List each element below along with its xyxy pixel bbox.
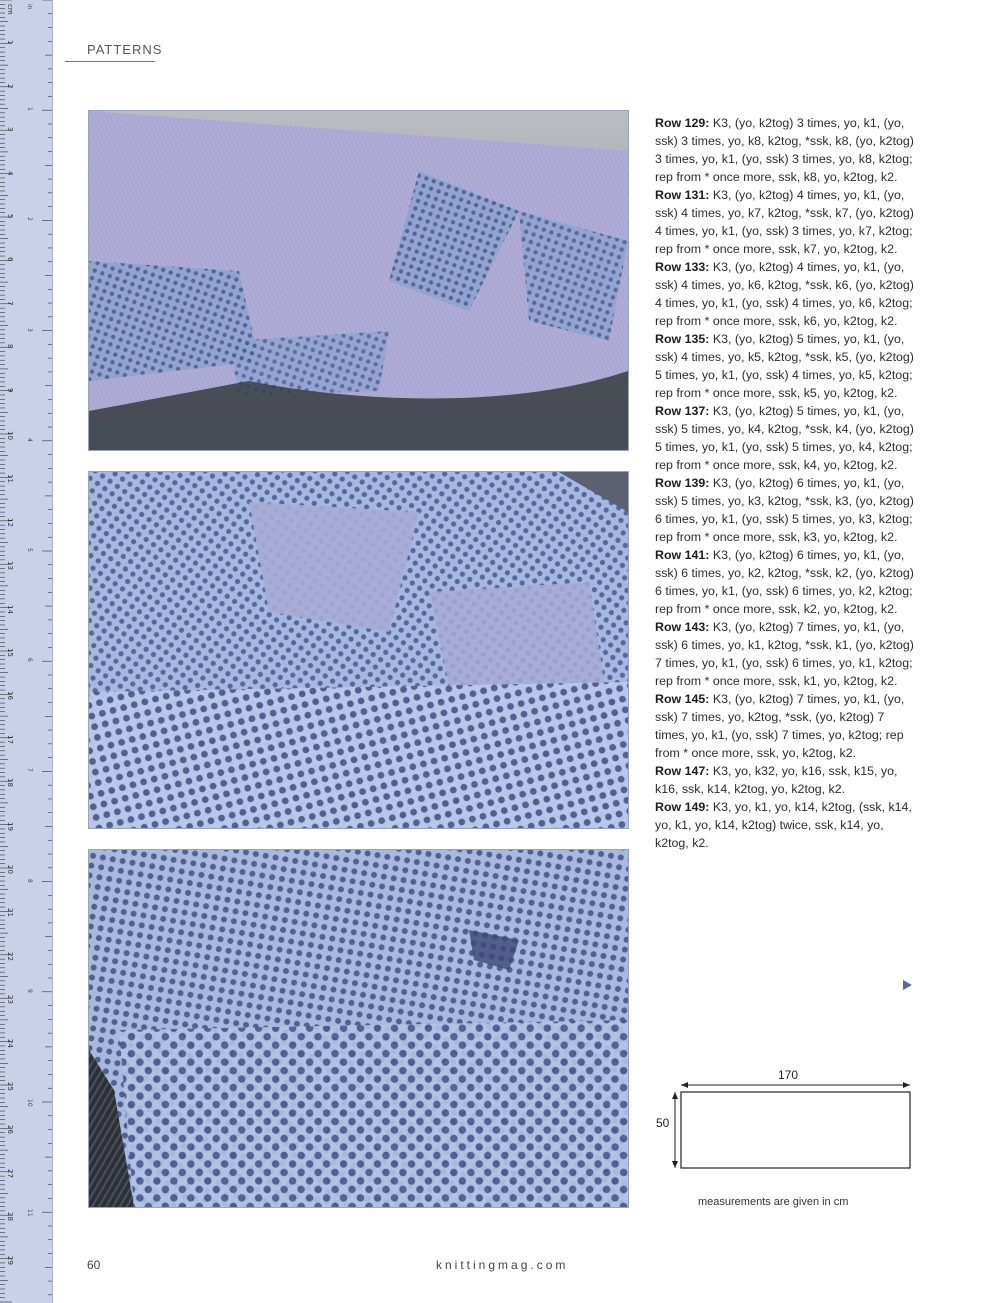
ruler-inch-number: 1: [26, 107, 33, 112]
row-instruction: [655, 114, 920, 186]
row-text: K3, (yo, k2tog) 7 times, yo, k1, (yo, ssk) 7 times, yo, k2tog, *ssk, (yo, k2tog) 7 times, yo, k1, (yo, ssk) 7 times, yo, k2tog; rep from * once more, ssk, yo, k2tog, k2.: [655, 692, 905, 760]
row-label: Row 143:: [655, 620, 710, 634]
row-text: K3, (yo, k2tog) 4 times, yo, k1, (yo, ssk) 4 times, yo, k6, k2tog, *ssk, k6, (yo, k2tog) 4 times, yo, k1, (yo, ssk) 4 times, yo, k6, k2tog; rep from * once more, ssk, k6, yo, k2tog, k2.: [655, 260, 914, 328]
row-label: Row 149:: [655, 800, 710, 814]
ruler-inch-number: 10: [26, 1099, 33, 1107]
row-label: Row 145:: [655, 692, 710, 706]
row-text: K3, (yo, k2tog) 5 times, yo, k1, (yo, ssk) 5 times, yo, k4, k2tog, *ssk, k4, (yo, k2tog) 5 times, yo, k1, (yo, ssk) 5 times, yo, k4, k2tog; rep from * once more, ssk, k4, yo, k2tog, k2.: [655, 404, 914, 472]
row-label: Row 137:: [655, 404, 710, 418]
ruler-cm-number: 11: [6, 474, 14, 484]
schematic-height-label: 50: [656, 1116, 670, 1130]
ruler-cm-number: 19: [6, 821, 14, 831]
row-instruction: [655, 402, 920, 474]
row-label: Row 147:: [655, 764, 710, 778]
row-text: K3, (yo, k2tog) 5 times, yo, k1, (yo, ssk) 4 times, yo, k5, k2tog, *ssk, k5, (yo, k2tog) 5 times, yo, k1, (yo, ssk) 4 times, yo, k5, k2tog; rep from * once more, ssk, k5, yo, k2tog, k2.: [655, 332, 914, 400]
ruler-cm-number: 29: [6, 1255, 14, 1265]
ruler-inch-number: 8: [26, 878, 33, 883]
ruler-unit-cm: cm: [6, 4, 14, 15]
row-instructions: [655, 114, 920, 852]
ruler-cm-number: 12: [6, 517, 14, 527]
ruler-cm-number: 2: [6, 83, 14, 89]
ruler-inch-number: 5: [26, 548, 33, 552]
ruler-cm-number: 4: [6, 170, 14, 176]
row-instruction: [655, 330, 920, 402]
lace-shawl-photo-bottom: [88, 849, 629, 1208]
row-instruction: [655, 690, 920, 762]
row-text: K3, (yo, k2tog) 3 times, yo, k1, (yo, ssk) 3 times, yo, k8, k2tog, *ssk, k8, (yo, k2tog) 3 times, yo, k1, (yo, ssk) 3 times, yo, k8, k2tog; rep from * once more, ssk, k8, yo, k2tog, k2.: [655, 116, 914, 184]
ruler-cm-number: 5: [6, 214, 14, 219]
ruler-inch-number: 7: [26, 768, 33, 773]
section-divider: [65, 61, 155, 62]
page-number: 60: [87, 1258, 101, 1272]
ruler-cm-number: 24: [6, 1038, 14, 1048]
row-text: K3, (yo, k2tog) 6 times, yo, k1, (yo, ssk) 6 times, yo, k2, k2tog, *ssk, k2, (yo, k2tog) 6 times, yo, k1, (yo, ssk) 6 times, yo, k2, k2tog; rep from * once more, ssk, k2, yo, k2tog, k2.: [655, 548, 914, 616]
row-label: Row 129:: [655, 116, 710, 130]
ruler-cm-number: 26: [6, 1125, 14, 1135]
row-instruction: [655, 474, 920, 546]
ruler-cm-number: 28: [6, 1212, 14, 1222]
row-label: Row 141:: [655, 548, 710, 562]
ruler-cm-number: 14: [6, 604, 14, 614]
ruler-cm-number: 15: [6, 648, 14, 657]
row-instruction: [655, 258, 920, 330]
ruler-cm-number: 16: [6, 691, 14, 701]
ruler-cm-number: 25: [6, 1082, 14, 1091]
ruler-inch-number: 6: [26, 658, 33, 663]
ruler-cm-number: 20: [6, 865, 14, 874]
ruler-cm-number: 17: [6, 734, 14, 744]
row-instruction: [655, 186, 920, 258]
row-instruction: [655, 798, 920, 852]
ruler-cm-number: 10: [6, 431, 14, 440]
row-instruction: [655, 546, 920, 618]
ruler-inch-number: 3: [26, 327, 33, 332]
ruler-inch-number: 9: [26, 988, 33, 993]
row-label: Row 135:: [655, 332, 710, 346]
row-text: K3, yo, k1, yo, k14, k2tog, (ssk, k14, yo, k1, yo, k14, k2tog) twice, ssk, k14, yo, k2tog, k2.: [655, 800, 912, 850]
row-instruction: [655, 618, 920, 690]
ruler-cm-number: 23: [6, 995, 14, 1005]
row-label: Row 131:: [655, 188, 710, 202]
row-text: K3, (yo, k2tog) 6 times, yo, k1, (yo, ssk) 5 times, yo, k3, k2tog, *ssk, k3, (yo, k2tog) 6 times, yo, k1, (yo, ssk) 5 times, yo, k3, k2tog; rep from * once more, ssk, k3, yo, k2tog, k2.: [655, 476, 914, 544]
section-label: PATTERNS: [87, 42, 163, 57]
ruler-unit-in: in: [26, 4, 33, 10]
ruler-inch-number: 4: [26, 437, 33, 442]
row-text: K3, (yo, k2tog) 7 times, yo, k1, (yo, ssk) 6 times, yo, k1, k2tog, *ssk, k1, (yo, k2tog) 7 times, yo, k1, (yo, ssk) 6 times, yo, k1, k2tog; rep from * once more, ssk, k1, yo, k2tog, k2.: [655, 620, 914, 688]
lace-shawl-photo-middle: [88, 471, 629, 829]
footer-website: knittingmag.com: [436, 1258, 569, 1272]
ruler-cm-number: 22: [6, 951, 14, 961]
ruler-cm-number: 21: [6, 908, 14, 918]
ruler-cm-number: 9: [6, 387, 14, 393]
ruler-cm-number: 7: [6, 300, 14, 306]
measurement-note: measurements are given in cm: [698, 1196, 849, 1208]
ruler-cm-number: 6: [6, 257, 14, 262]
ruler-cm-number: 27: [6, 1168, 14, 1178]
row-text: K3, (yo, k2tog) 4 times, yo, k1, (yo, ssk) 4 times, yo, k7, k2tog, *ssk, k7, (yo, k2tog) 4 times, yo, k1, (yo, ssk) 3 times, yo, k7, k2tog; rep from * once more, ssk, k7, yo, k2tog, k2.: [655, 188, 914, 256]
row-instruction: [655, 762, 920, 798]
ruler-inch-number: 11: [26, 1209, 33, 1217]
triangle-right-icon: [903, 980, 912, 990]
row-label: Row 133:: [655, 260, 710, 274]
row-label: Row 139:: [655, 476, 710, 490]
ruler-sidebar: [0, 0, 53, 1303]
ruler-inch-number: 2: [26, 217, 33, 222]
ruler-cm-number: 13: [6, 561, 14, 571]
ruler-cm-number: 1: [6, 40, 14, 45]
lace-shawl-photo-top: [88, 110, 629, 451]
ruler-cm-number: 18: [6, 778, 14, 788]
ruler-cm-number: 8: [6, 344, 14, 349]
ruler-cm-number: 3: [6, 127, 14, 132]
row-text: K3, yo, k32, yo, k16, ssk, k15, yo, k16, ssk, k14, k2tog, yo, k2tog, k2.: [655, 764, 898, 796]
schematic-width-label: 170: [778, 1068, 799, 1082]
